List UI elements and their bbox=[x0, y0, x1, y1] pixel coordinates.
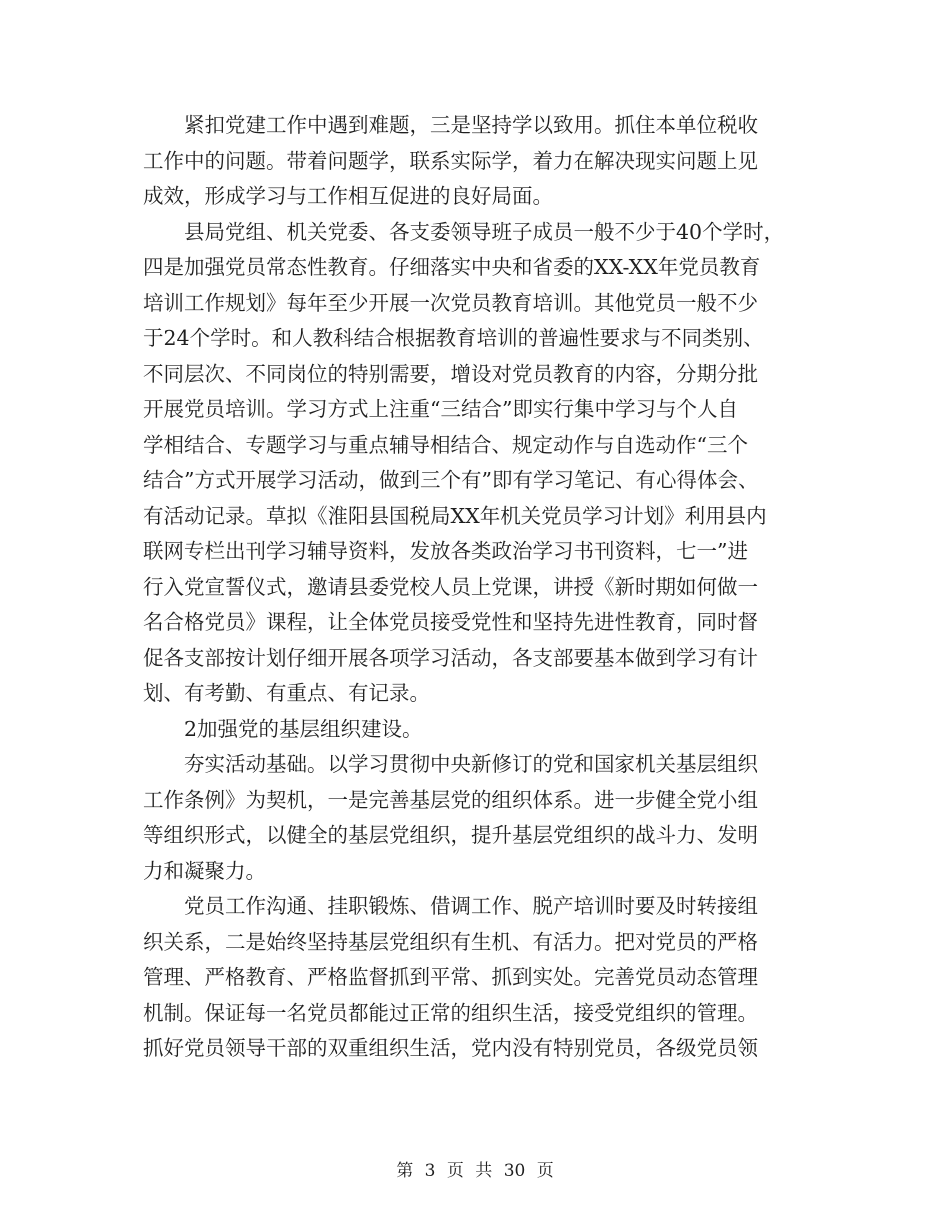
text-line: 学相结合、专题学习与重点辅导相结合、规定动作与自选动作“三个 bbox=[143, 432, 748, 457]
text-line: 划、有考勤、有重点、有记录。 bbox=[143, 681, 430, 705]
text-line: 成效，形成学习与工作相互促进的良好局面。 bbox=[143, 184, 553, 208]
text-line: 联网专栏出刊学习辅导资料，发放各类政治学习书刊资料，七一”进 bbox=[143, 539, 748, 563]
text-line: 结合”方式开展学习活动，做到三个有”即有学习笔记、有心得体会、 bbox=[143, 468, 759, 492]
page-footer: 第 3 页 共 30 页 bbox=[396, 1161, 554, 1181]
text-line: 夯实活动基础。以学习贯彻中央新修订的党和国家机关基层组织 bbox=[184, 752, 758, 776]
text-line: 县局党组、机关党委、各支委领导班子成员一般不少于40个学时， bbox=[184, 219, 785, 244]
text-line: 不同层次、不同岗位的特别需要，增设对党员教育的内容，分期分批 bbox=[143, 361, 758, 386]
text-line: 行入党宣誓仪式，邀请县委党校人员上党课，讲授《新时期如何做一 bbox=[143, 574, 758, 599]
text-line: 紧扣党建工作中遇到难题，三是坚持学以致用。抓住本单位税收 bbox=[184, 113, 758, 137]
text-line: 四是加强党员常态性教育。仔细落实中央和省委的XX-XX年党员教育 bbox=[143, 255, 761, 279]
text-line: 培训工作规划》每年至少开展一次党员教育培训。其他党员一般不少 bbox=[143, 290, 758, 315]
section-heading: 2加强党的基层组织建设。 bbox=[184, 716, 423, 741]
text-line: 促各支部按计划仔细开展各项学习活动，各支部要基本做到学习有计 bbox=[143, 645, 758, 670]
text-line: 党员工作沟通、挂职锻炼、借调工作、脱产培训时要及时转接组 bbox=[184, 894, 758, 918]
text-line: 开展党员培训。学习方式上注重“三结合”即实行集中学习与个人自 bbox=[143, 397, 738, 421]
text-line: 织关系，二是始终坚持基层党组织有生机、有活力。把对党员的严格 bbox=[143, 929, 758, 954]
text-line: 工作条例》为契机，一是完善基层党的组织体系。进一步健全党小组 bbox=[143, 787, 758, 812]
text-line: 有活动记录。草拟《淮阳县国税局XX年机关党员学习计划》利用县内 bbox=[143, 503, 767, 528]
body-text bbox=[143, 108, 813, 1067]
text-line: 力和凝聚力。 bbox=[143, 858, 266, 883]
text-line: 机制。保证每一名党员都能过正常的组织生活，接受党组织的管理。 bbox=[143, 1000, 758, 1025]
text-line: 抓好党员领导干部的双重组织生活，党内没有特别党员，各级党员领 bbox=[143, 1036, 758, 1060]
text-line: 等组织形式，以健全的基层党组织，提升基层党组织的战斗力、发明 bbox=[143, 823, 758, 847]
text-line: 名合格党员》课程，让全体党员接受党性和坚持先进性教育，同时督 bbox=[143, 610, 758, 634]
text-line: 管理、严格教育、严格监督抓到平常、抓到实处。完善党员动态管理 bbox=[143, 965, 758, 989]
text-line: 于24个学时。和人教科结合根据教育培训的普遍性要求与不同类别、 bbox=[143, 326, 764, 350]
text-line: 工作中的问题。带着问题学，联系实际学，着力在解决现实问题上见 bbox=[143, 148, 758, 173]
